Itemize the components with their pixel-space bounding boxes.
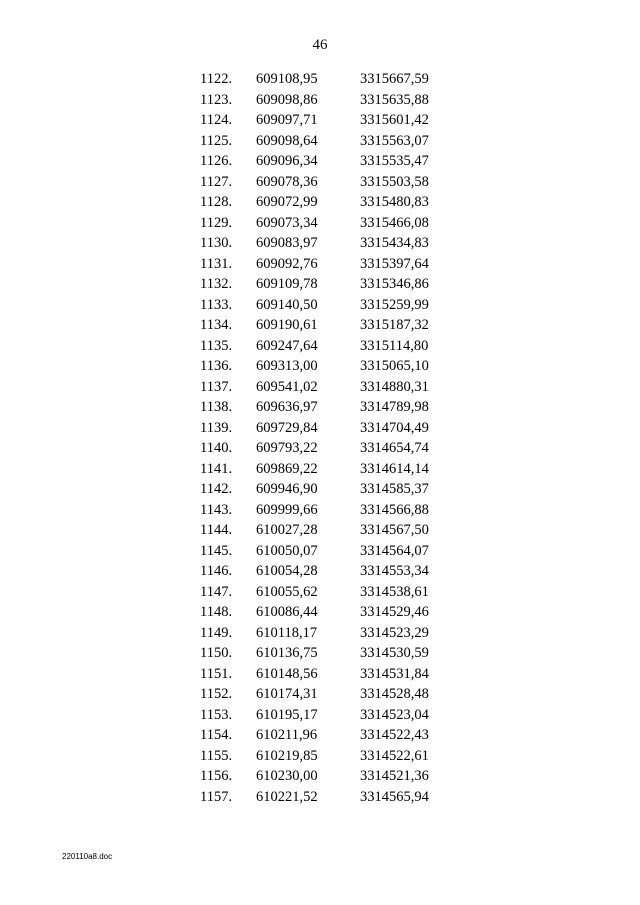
table-row <box>0 377 640 398</box>
coordinate-y: 3314530,59 <box>360 645 429 661</box>
coordinate-x: 610055,62 <box>256 583 318 600</box>
coordinate-x: 610086,44 <box>256 604 318 620</box>
point-number: 1134. <box>200 317 233 333</box>
point-number: 1122. <box>200 71 233 87</box>
table-row <box>0 90 640 111</box>
coordinate-y: 3315466,08 <box>360 214 429 231</box>
coordinate-x: 610118,17 <box>256 624 318 641</box>
table-row <box>0 602 640 623</box>
point-number: 1157. <box>200 788 233 805</box>
table-row <box>0 397 640 418</box>
coordinate-y: 3315114,80 <box>360 337 429 354</box>
table-row <box>0 254 640 275</box>
coordinate-x: 609108,95 <box>256 71 318 87</box>
coordinate-x: 609078,36 <box>256 173 318 190</box>
point-number: 1147. <box>200 583 233 600</box>
table-row <box>0 746 640 767</box>
coordinate-x: 610211,96 <box>256 727 318 743</box>
coordinate-y: 3314654,74 <box>360 440 429 456</box>
point-number: 1152. <box>200 686 233 702</box>
coordinate-y: 3314585,37 <box>360 481 429 497</box>
coordinate-x: 609072,99 <box>256 194 318 210</box>
coordinate-y: 3315667,59 <box>360 71 429 87</box>
coordinate-y: 3314566,88 <box>360 501 429 518</box>
coordinate-x: 609636,97 <box>256 399 318 415</box>
point-number: 1150. <box>200 645 233 661</box>
coordinate-table <box>0 69 640 807</box>
point-number: 1145. <box>200 542 233 559</box>
coordinate-x: 610174,31 <box>256 686 318 702</box>
point-number: 1148. <box>200 604 233 620</box>
coordinate-y: 3314522,61 <box>360 747 429 764</box>
footer-filename: 220110a8.doc <box>62 852 113 861</box>
coordinate-x: 609092,76 <box>256 255 318 272</box>
coordinate-y: 3314564,07 <box>360 542 429 559</box>
coordinate-y: 3315065,10 <box>360 358 429 374</box>
coordinate-x: 609073,34 <box>256 214 318 231</box>
coordinate-x: 610219,85 <box>256 747 318 764</box>
point-number: 1143. <box>200 501 233 518</box>
point-number: 1127. <box>200 173 233 190</box>
coordinate-y: 3314880,31 <box>360 378 429 395</box>
coordinate-y: 3314567,50 <box>360 522 429 538</box>
coordinate-x: 609190,61 <box>256 317 318 333</box>
coordinate-y: 3315535,47 <box>360 153 429 169</box>
table-row <box>0 274 640 295</box>
coordinate-y: 3314531,84 <box>360 665 429 682</box>
coordinate-x: 609313,00 <box>256 358 318 374</box>
coordinate-x: 610221,52 <box>256 788 318 805</box>
coordinate-x: 609869,22 <box>256 460 318 477</box>
coordinate-x: 609098,86 <box>256 91 318 108</box>
point-number: 1140. <box>200 440 233 456</box>
coordinate-x: 609729,84 <box>256 419 318 436</box>
point-number: 1131. <box>200 255 233 272</box>
point-number: 1130. <box>200 235 233 251</box>
coordinate-x: 609096,34 <box>256 153 318 169</box>
point-number: 1139. <box>200 419 233 436</box>
point-number: 1126. <box>200 153 233 169</box>
point-number: 1124. <box>200 112 233 128</box>
coordinate-y: 3314521,36 <box>360 768 429 784</box>
coordinate-y: 3314528,48 <box>360 686 429 702</box>
table-row <box>0 520 640 541</box>
coordinate-x: 610136,75 <box>256 645 318 661</box>
coordinate-y: 3315397,64 <box>360 255 429 272</box>
coordinate-y: 3315480,83 <box>360 194 429 210</box>
coordinate-x: 609999,66 <box>256 501 318 518</box>
point-number: 1151. <box>200 665 233 682</box>
table-row <box>0 766 640 787</box>
point-number: 1136. <box>200 358 233 374</box>
table-row <box>0 131 640 152</box>
table-row <box>0 623 640 644</box>
table-row <box>0 561 640 582</box>
table-row <box>0 336 640 357</box>
coordinate-x: 610195,17 <box>256 706 318 723</box>
point-number: 1142. <box>200 481 233 497</box>
coordinate-x: 610054,28 <box>256 563 318 579</box>
coordinate-y: 3314565,94 <box>360 788 429 805</box>
point-number: 1146. <box>200 563 233 579</box>
coordinate-y: 3314538,61 <box>360 583 429 600</box>
table-row <box>0 643 640 664</box>
coordinate-x: 610230,00 <box>256 768 318 784</box>
table-row <box>0 418 640 439</box>
coordinate-y: 3315563,07 <box>360 132 429 149</box>
coordinate-x: 609140,50 <box>256 296 318 313</box>
coordinate-y: 3315346,86 <box>360 276 429 292</box>
point-number: 1129. <box>200 214 233 231</box>
coordinate-y: 3314529,46 <box>360 604 429 620</box>
table-row <box>0 705 640 726</box>
coordinate-y: 3314523,29 <box>360 624 429 641</box>
table-row <box>0 295 640 316</box>
point-number: 1156. <box>200 768 233 784</box>
coordinate-x: 610148,56 <box>256 665 318 682</box>
coordinate-x: 610027,28 <box>256 522 318 538</box>
coordinate-x: 609083,97 <box>256 235 318 251</box>
coordinate-x: 609541,02 <box>256 378 318 395</box>
point-number: 1133. <box>200 296 233 313</box>
table-row <box>0 110 640 131</box>
table-row <box>0 582 640 603</box>
point-number: 1132. <box>200 276 233 292</box>
coordinate-y: 3314704,49 <box>360 419 429 436</box>
table-row <box>0 459 640 480</box>
coordinate-x: 609247,64 <box>256 337 318 354</box>
coordinate-y: 3314553,34 <box>360 563 429 579</box>
coordinate-x: 609793,22 <box>256 440 318 456</box>
coordinate-x: 609097,71 <box>256 112 318 128</box>
point-number: 1123. <box>200 91 233 108</box>
table-row <box>0 684 640 705</box>
table-row <box>0 438 640 459</box>
point-number: 1138. <box>200 399 233 415</box>
coordinate-y: 3315259,99 <box>360 296 429 313</box>
point-number: 1153. <box>200 706 233 723</box>
table-row <box>0 664 640 685</box>
coordinate-x: 609109,78 <box>256 276 318 292</box>
table-row <box>0 69 640 90</box>
coordinate-x: 610050,07 <box>256 542 318 559</box>
point-number: 1144. <box>200 522 233 538</box>
coordinate-y: 3315434,83 <box>360 235 429 251</box>
point-number: 1128. <box>200 194 233 210</box>
table-row <box>0 725 640 746</box>
table-row <box>0 233 640 254</box>
table-row <box>0 787 640 808</box>
point-number: 1149. <box>200 624 233 641</box>
page-number: 46 <box>312 37 328 53</box>
point-number: 1155. <box>200 747 233 764</box>
table-row <box>0 479 640 500</box>
coordinate-y: 3314789,98 <box>360 399 429 415</box>
point-number: 1125. <box>200 132 233 149</box>
coordinate-y: 3314523,04 <box>360 706 429 723</box>
coordinate-y: 3315635,88 <box>360 91 429 108</box>
coordinate-y: 3314614,14 <box>360 460 429 477</box>
coordinate-y: 3315187,32 <box>360 317 429 333</box>
table-row <box>0 192 640 213</box>
point-number: 1137. <box>200 378 233 395</box>
coordinate-y: 3315601,42 <box>360 112 429 128</box>
table-row <box>0 151 640 172</box>
coordinate-x: 609946,90 <box>256 481 318 497</box>
point-number: 1135. <box>200 337 233 354</box>
table-row <box>0 356 640 377</box>
coordinate-x: 609098,64 <box>256 132 318 149</box>
table-row <box>0 315 640 336</box>
point-number: 1141. <box>200 460 233 477</box>
table-row <box>0 213 640 234</box>
table-row <box>0 172 640 193</box>
table-row <box>0 500 640 521</box>
coordinate-y: 3314522,43 <box>360 727 429 743</box>
point-number: 1154. <box>200 727 233 743</box>
table-row <box>0 541 640 562</box>
coordinate-y: 3315503,58 <box>360 173 429 190</box>
